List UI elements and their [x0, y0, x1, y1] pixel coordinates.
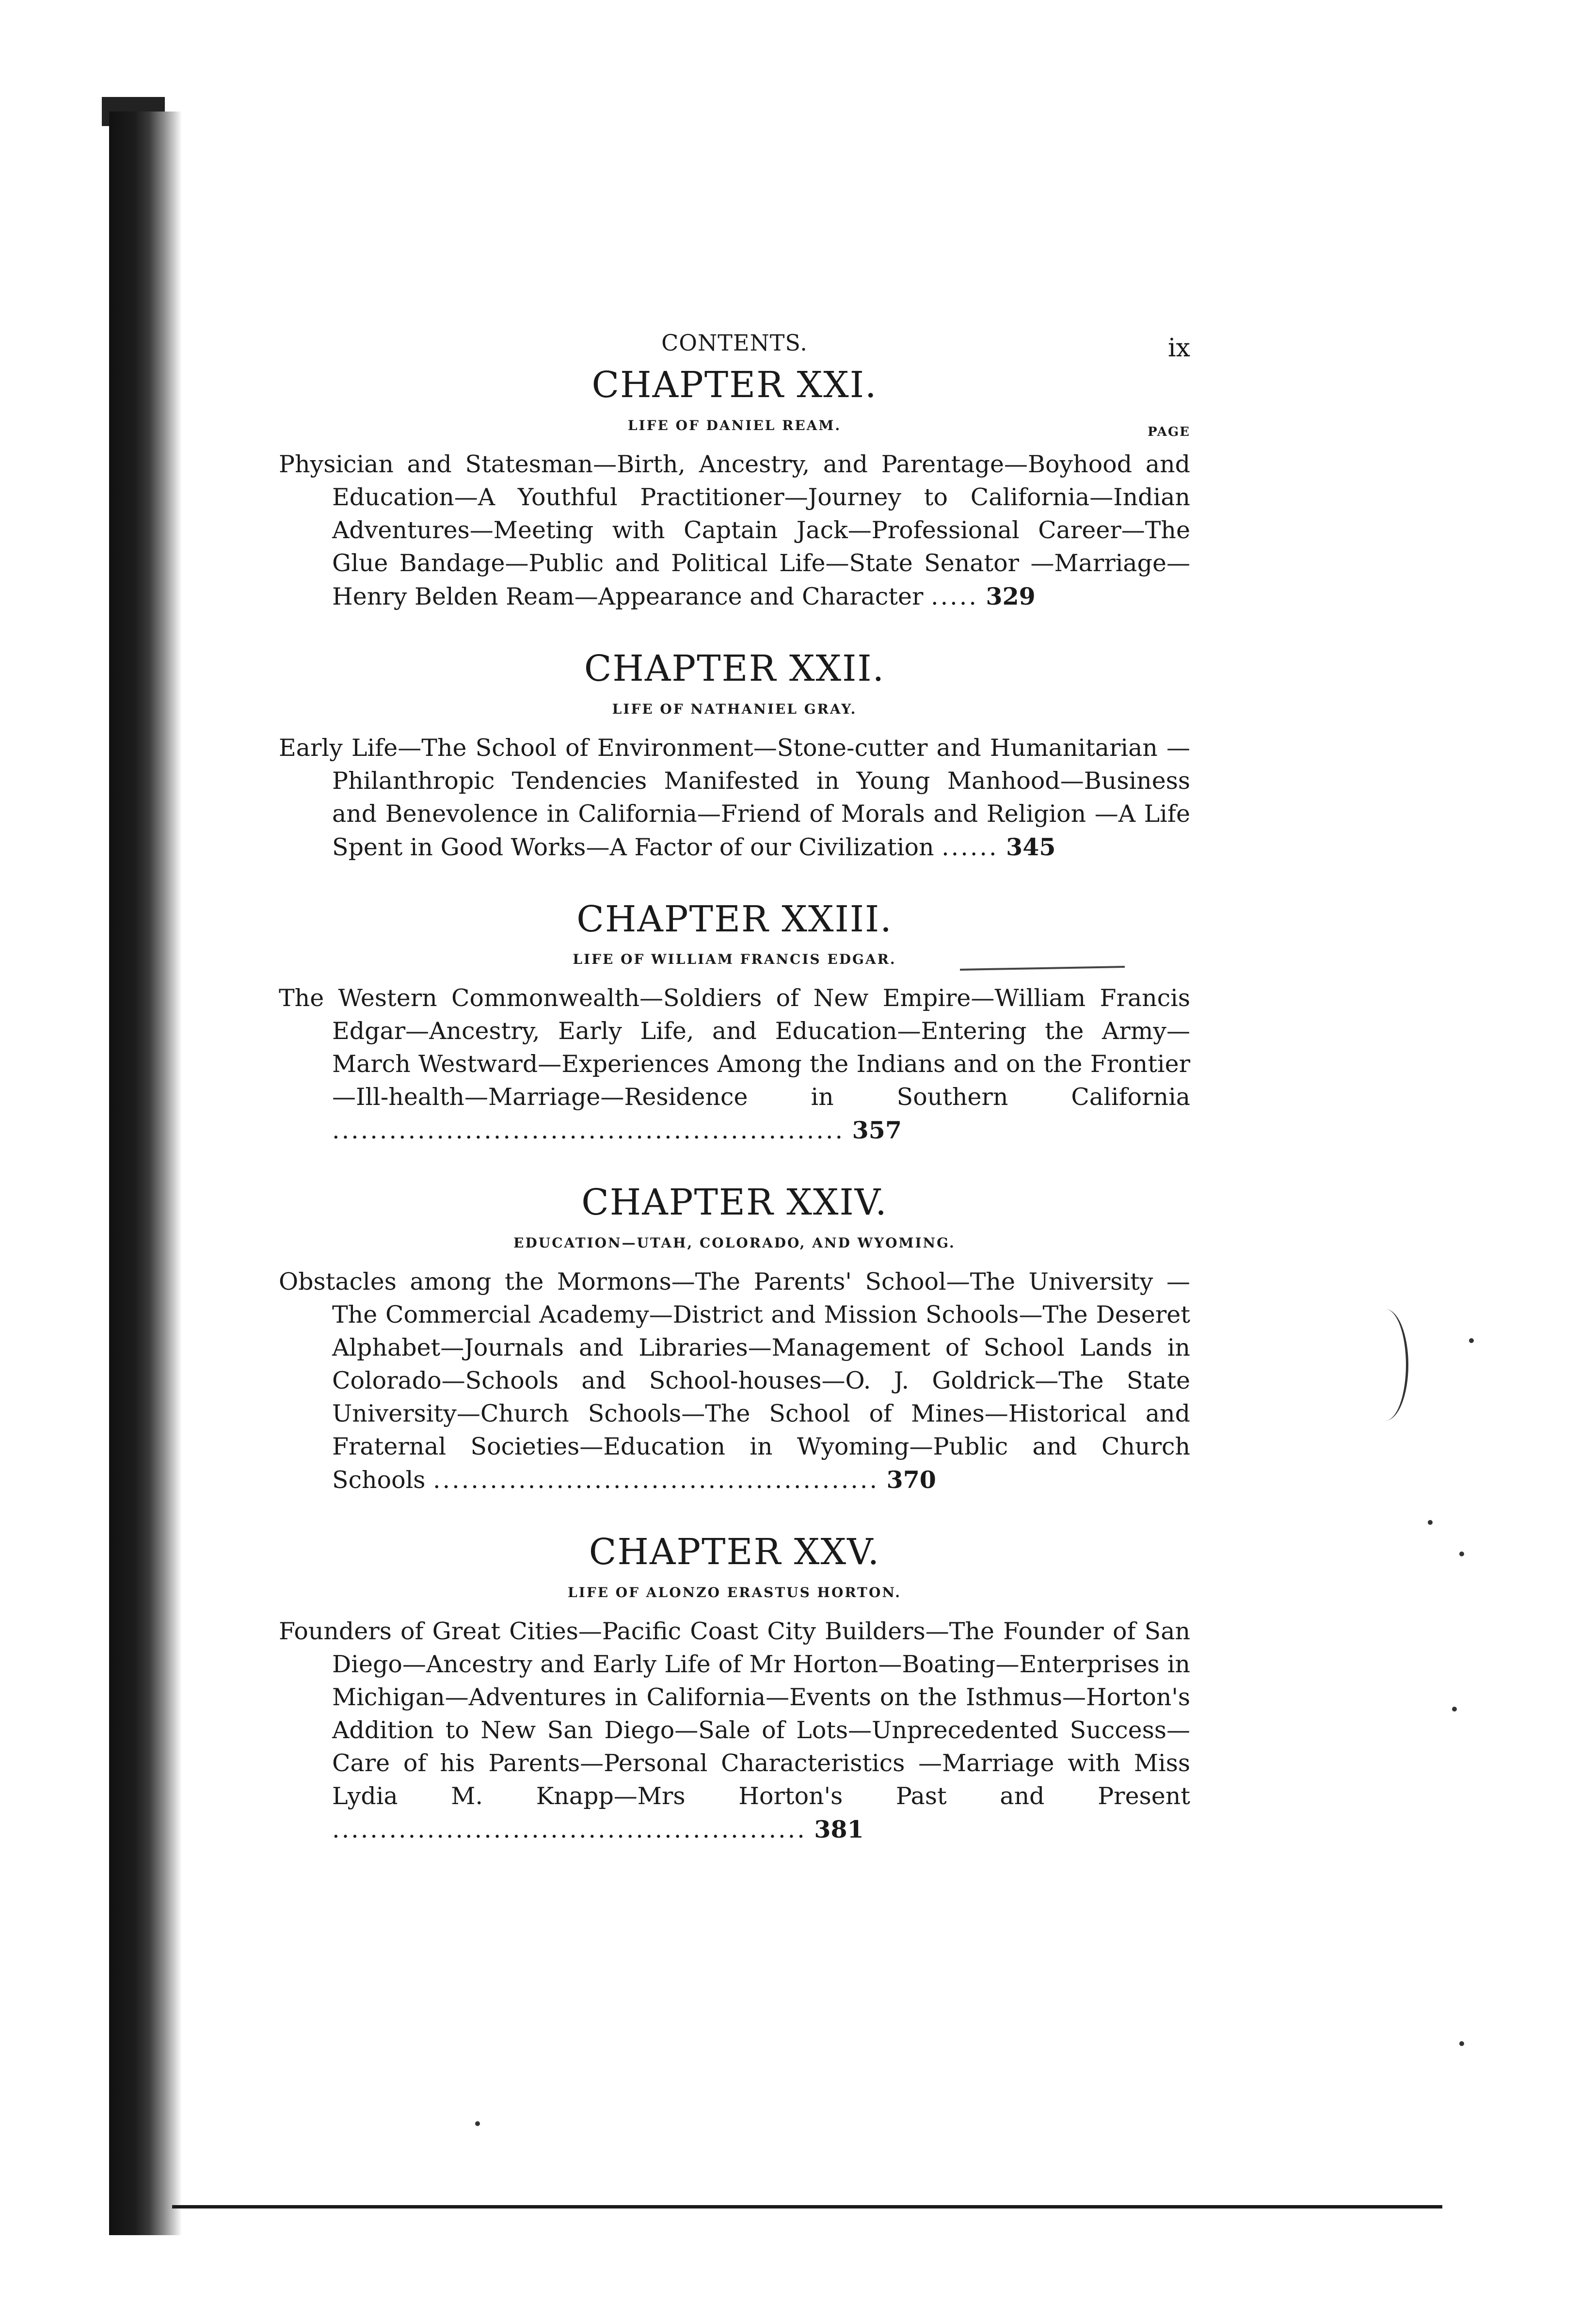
dot-leader: .....: [931, 582, 978, 610]
page-number: ix: [1168, 334, 1190, 363]
chapter-subtitle: LIFE OF NATHANIEL GRAY.: [612, 701, 857, 717]
chapter-subtitle: EDUCATION—UTAH, COLORADO, AND WYOMING.: [513, 1235, 956, 1251]
speck: [1469, 1338, 1474, 1343]
chapter-heading: CHAPTER XXV.: [589, 1531, 880, 1573]
summary-text: The Western Commonwealth—Soldiers of New Empire—William Francis Edgar—Ancestry, Early Life, and Education—Entering the Army—March Westward—Experiences Among the Indians and on the Frontier—Ill-health—Marriage—Residence in Southern California: [279, 984, 1190, 1111]
summary-text: Founders of Great Cities—Pacific Coast City Builders—The Founder of San Diego—Ancestry and Early Life of Mr Horton—Boating—Enterprises in Michigan—Adventures in California—Events on the Isthmus—Horton's Addition to New San Diego—Sale of Lots—Unprecedented Success—Care of his Parents—Personal Characteristics —Marriage with Miss Lydia M. Knapp—Mrs Horton's Past and Present: [279, 1617, 1190, 1810]
running-title: CONTENTS.: [661, 330, 808, 356]
page-reference: 381: [814, 1815, 864, 1843]
summary-text: Obstacles among the Mormons—The Parents' School—The University —The Commercial Academy—District and Mission Schools—The Deseret Alphabet—Journals and Libraries—Management of School Lands in Colorado—Schools and School-houses—O. J. Goldrick—The State University—Church Schools—The School of Mines—Historical and Fraternal Societies—Education in Wyoming—Public and Church Schools: [279, 1268, 1190, 1494]
chapter-section: [279, 1181, 1190, 1497]
chapter-heading: CHAPTER XXI.: [591, 364, 878, 406]
stray-pen-mark: [1362, 1309, 1408, 1421]
chapter-summary: [279, 982, 1190, 1147]
chapter-summary: [279, 732, 1190, 864]
chapter-summary: [279, 1265, 1190, 1497]
running-head: [279, 320, 1190, 363]
chapter-summary: [279, 1615, 1190, 1846]
dot-leader: ...............................................: [432, 1466, 879, 1494]
binding-shadow: [109, 112, 182, 2235]
chapter-section: [279, 647, 1190, 864]
dot-leader: ..................................................: [332, 1815, 807, 1843]
page-bottom-rule: [172, 2205, 1442, 2208]
speck: [1459, 1552, 1464, 1556]
summary-text: Physician and Statesman—Birth, Ancestry, and Parentage—Boyhood and Education—A Youthful Practitioner—Journey to California—Indian Adventures—Meeting with Captain Jack—Professional Career—The Glue Bandage—Public and Political Life—State Senator —Marriage—Henry Belden Ream—Appearance and Character: [279, 450, 1190, 610]
dot-leader: ......................................................: [332, 1117, 845, 1145]
page-reference: 329: [986, 582, 1036, 610]
speck: [475, 2121, 480, 2126]
chapter-summary: [279, 448, 1190, 613]
page-column-label: PAGE: [1148, 425, 1190, 439]
chapter-subtitle: LIFE OF DANIEL REAM.: [627, 417, 842, 433]
page-reference: 370: [886, 1466, 936, 1494]
speck: [1459, 2041, 1464, 2046]
contents-page: [279, 320, 1190, 1870]
chapter-section: [279, 364, 1190, 613]
dot-leader: ......: [942, 833, 999, 861]
chapter-heading: CHAPTER XXIV.: [581, 1182, 888, 1224]
speck: [1428, 1520, 1433, 1525]
summary-text: Early Life—The School of Environment—Stone-cutter and Humanitarian —Philanthropic Tendencies Manifested in Young Manhood—Business and Benevolence in California—Friend of Morals and Religion —A Life Spent in Good Works—A Factor of our Civilization: [279, 734, 1190, 861]
chapter-heading: CHAPTER XXIII.: [576, 898, 893, 940]
speck: [1452, 1707, 1457, 1712]
chapter-section: [279, 898, 1190, 1148]
chapter-heading: CHAPTER XXII.: [584, 647, 885, 689]
page-reference: 357: [852, 1116, 902, 1145]
chapter-subtitle: LIFE OF ALONZO ERASTUS HORTON.: [568, 1584, 901, 1600]
chapter-subtitle: LIFE OF WILLIAM FRANCIS EDGAR.: [573, 951, 896, 968]
chapter-section: [279, 1531, 1190, 1846]
page-reference: 345: [1006, 832, 1056, 861]
